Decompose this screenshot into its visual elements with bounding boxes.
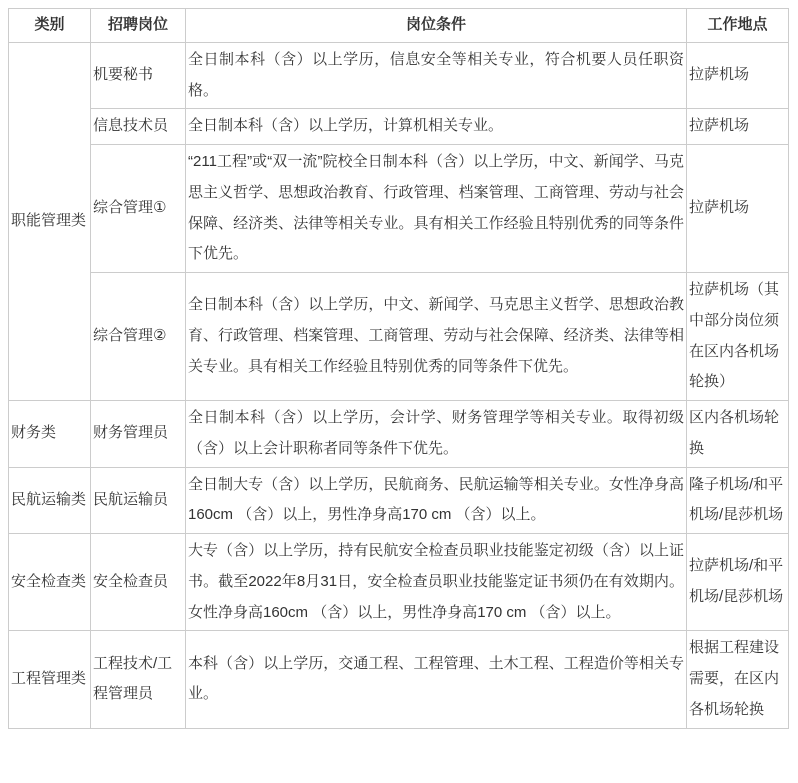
cell-requirements: 全日制本科（含）以上学历，会计学、财务管理学等相关专业。取得初级（含）以上会计职称者同等条件下优先。	[186, 401, 687, 468]
table-row	[9, 631, 789, 728]
cell-position: 工程技术/工程管理员	[91, 631, 186, 728]
cell-requirements: 全日制本科（含）以上学历，中文、新闻学、马克思主义哲学、思想政治教育、行政管理、档案管理、工商管理、劳动与社会保障、经济类、法律等相关专业。具有相关工作经验且特别优秀的同等条件下优先。	[186, 273, 687, 401]
recruitment-table	[8, 8, 789, 729]
cell-position: 民航运输员	[91, 467, 186, 534]
table-row	[9, 145, 789, 273]
cell-requirements: “211工程”或“双一流”院校全日制本科（含）以上学历，中文、新闻学、马克思主义哲学、思想政治教育、行政管理、档案管理、工商管理、劳动与社会保障、经济类、法律等相关专业。具有相关工作经验且特别优秀的同等条件下优先。	[186, 145, 687, 273]
cell-requirements: 全日制大专（含）以上学历，民航商务、民航运输等相关专业。女性净身高160cm （含）以上，男性净身高170 cm （含）以上。	[186, 467, 687, 534]
table-row	[9, 273, 789, 401]
header-location: 工作地点	[687, 9, 789, 43]
cell-location: 区内各机场轮换	[687, 401, 789, 468]
cell-position: 综合管理①	[91, 145, 186, 273]
cell-position: 财务管理员	[91, 401, 186, 468]
cell-requirements: 大专（含）以上学历，持有民航安全检查员职业技能鉴定初级（含）以上证书。截至2022年8月31日，安全检查员职业技能鉴定证书须仍在有效期内。 女性净身高160cm （含）以上，男性净身高170 cm （含）以上。	[186, 534, 687, 631]
cell-category: 职能管理类	[9, 42, 91, 400]
table-row	[9, 534, 789, 631]
cell-category: 工程管理类	[9, 631, 91, 728]
cell-location: 拉萨机场	[687, 42, 789, 109]
header-category: 类别	[9, 9, 91, 43]
cell-position: 信息技术员	[91, 109, 186, 145]
table-row	[9, 401, 789, 468]
header-row	[9, 9, 789, 43]
cell-location: 拉萨机场	[687, 145, 789, 273]
cell-category: 民航运输类	[9, 467, 91, 534]
cell-location: 隆子机场/和平机场/昆莎机场	[687, 467, 789, 534]
cell-requirements: 本科（含）以上学历，交通工程、工程管理、土木工程、工程造价等相关专业。	[186, 631, 687, 728]
cell-category: 财务类	[9, 401, 91, 468]
cell-position: 机要秘书	[91, 42, 186, 109]
header-position: 招聘岗位	[91, 9, 186, 43]
cell-requirements: 全日制本科（含）以上学历，信息安全等相关专业，符合机要人员任职资格。	[186, 42, 687, 109]
cell-requirements: 全日制本科（含）以上学历，计算机相关专业。	[186, 109, 687, 145]
cell-location: 拉萨机场	[687, 109, 789, 145]
table-row	[9, 42, 789, 109]
table-row	[9, 467, 789, 534]
cell-location: 拉萨机场（其中部分岗位须在区内各机场轮换）	[687, 273, 789, 401]
cell-location: 根据工程建设需要，在区内各机场轮换	[687, 631, 789, 728]
cell-position: 安全检查员	[91, 534, 186, 631]
table-row	[9, 109, 789, 145]
header-requirements: 岗位条件	[186, 9, 687, 43]
cell-category: 安全检查类	[9, 534, 91, 631]
cell-location: 拉萨机场/和平机场/昆莎机场	[687, 534, 789, 631]
cell-position: 综合管理②	[91, 273, 186, 401]
